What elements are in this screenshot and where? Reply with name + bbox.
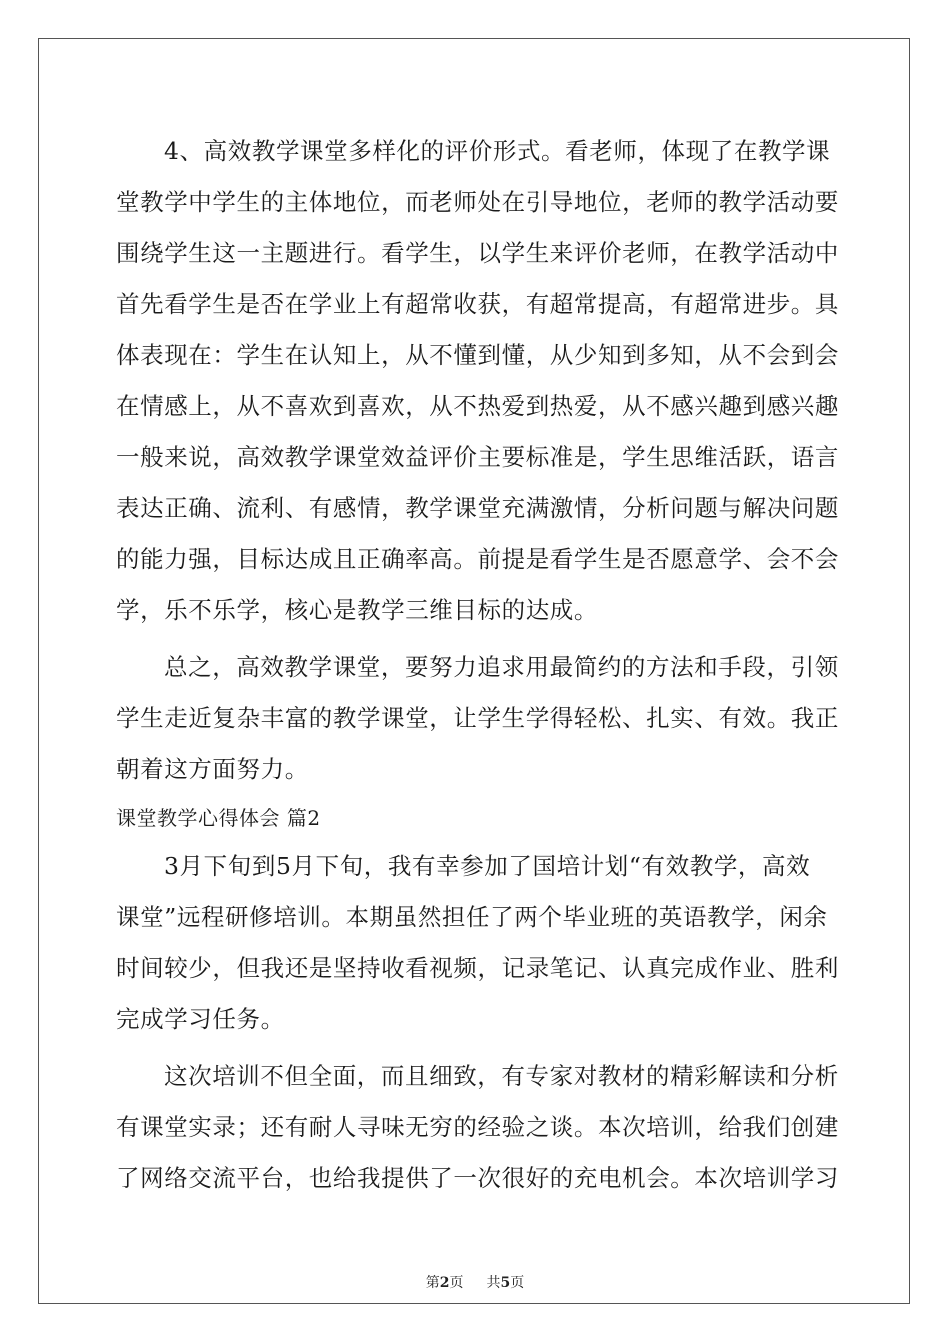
text-line: 首先看学生是否在学业上有超常收获，有超常提高，有超常进步。具	[116, 290, 839, 318]
page-suffix: 页	[449, 1275, 464, 1291]
text-line: 一般来说，高效教学课堂效益评价主要标准是，学生思维活跃，语言	[116, 443, 839, 471]
text-line: 总之，高效教学课堂，要努力追求用最简约的方法和手段，引领	[164, 653, 839, 681]
page-number: 2	[439, 1275, 450, 1291]
text-line: 完成学习任务。	[116, 1005, 285, 1033]
section-heading: 课堂教学心得体会 篇2	[116, 806, 321, 830]
text-line: 的能力强，目标达成且正确率高。前提是看学生是否愿意学、会不会	[116, 545, 839, 573]
paragraph	[116, 1051, 839, 1204]
paragraph	[116, 642, 839, 795]
text-line: 这次培训不但全面，而且细致，有专家对教材的精彩解读和分析	[164, 1062, 839, 1090]
text-line: 了网络交流平台，也给我提供了一次很好的充电机会。本次培训学习	[116, 1164, 839, 1192]
page-prefix: 第	[425, 1275, 440, 1291]
text-line: 有课堂实录；还有耐人寻味无穷的经验之谈。本次培训，给我们创建	[116, 1113, 839, 1141]
document-body	[116, 126, 839, 1204]
text-line: 体表现在：学生在认知上，从不懂到懂，从少知到多知，从不会到会	[116, 341, 839, 369]
text-line: 堂教学中学生的主体地位，而老师处在引导地位，老师的教学活动要	[116, 188, 839, 216]
page-footer	[0, 1272, 950, 1292]
text-line: 围绕学生这一主题进行。看学生，以学生来评价老师，在教学活动中	[116, 239, 839, 267]
text-line: 3月下旬到5月下旬，我有幸参加了国培计划“有效教学，高效	[164, 852, 811, 880]
text-line: 表达正确、流利、有感情，教学课堂充满激情，分析问题与解决问题	[116, 494, 839, 522]
text-line: 朝着这方面努力。	[116, 755, 309, 783]
total-suffix: 页	[510, 1275, 525, 1291]
text-line: 时间较少，但我还是坚持收看视频，记录笔记、认真完成作业、胜利	[116, 954, 839, 982]
page-indicator	[426, 1272, 464, 1292]
text-line: 在情感上，从不喜欢到喜欢，从不热爱到热爱，从不感兴趣到感兴趣	[116, 392, 839, 420]
text-line: 学生走近复杂丰富的教学课堂，让学生学得轻松、扎实、有效。我正	[116, 704, 839, 732]
total-prefix: 共	[486, 1275, 501, 1291]
text-line: 课堂”远程研修培训。本期虽然担任了两个毕业班的英语教学，闲余	[116, 903, 828, 931]
total-number: 5	[500, 1275, 511, 1291]
text-line: 4、高效教学课堂多样化的评价形式。看老师，体现了在教学课	[164, 137, 831, 165]
paragraph	[116, 126, 839, 636]
text-line: 学，乐不乐学，核心是教学三维目标的达成。	[116, 596, 598, 624]
paragraph	[116, 841, 839, 1045]
total-pages-indicator	[486, 1272, 524, 1292]
